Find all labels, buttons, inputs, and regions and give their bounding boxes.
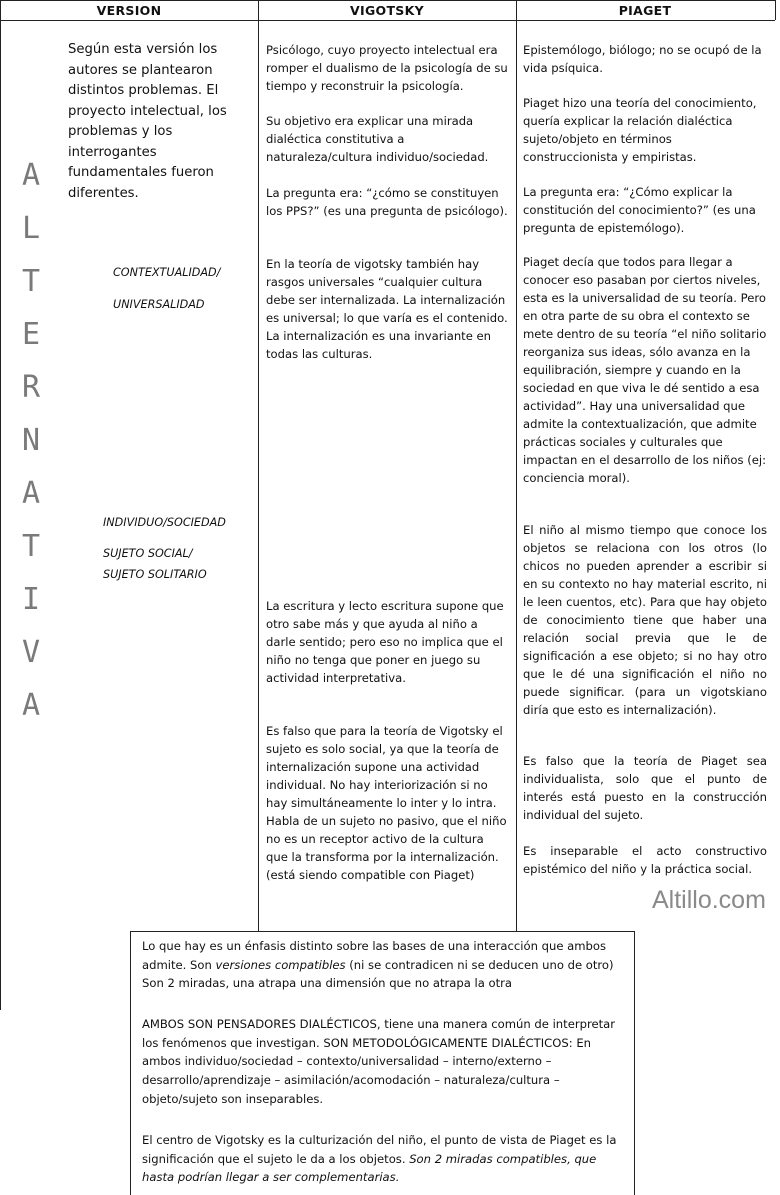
piaget-paragraph: Es falso que la teoría de Piaget sea individualista, solo que el punto de interés está puesto en la construcción individual del sujeto. (523, 754, 767, 822)
label-contextualidad: CONTEXTUALIDAD/ (113, 266, 221, 279)
vertical-letter: R (22, 370, 41, 405)
table-right-border (775, 0, 776, 20)
summary-paragraph-3 (142, 1131, 630, 1187)
label-individuo-sociedad: INDIVIDUO/SOCIEDAD (103, 516, 226, 529)
table-left-border (0, 0, 1, 1010)
summary-paragraph-2: AMBOS SON PENSADORES DIALÉCTICOS, tiene una manera común de interpretar los fenómenos que investigan. SON METODOLÓGICAMENTE DIALÉCTICOS: En ambos individuo/sociedad – contexto/universalidad – interno/externo – desarrollo/aprendizaje – asimilación/acomodación – naturaleza/cultura – objeto/sujeto son inseparables. (142, 1017, 616, 1106)
version-intro: Según esta versión los autores se plantearon distintos problemas. El proyecto intelectual, los problemas y los interrogantes fundamentales fueron diferentes. (68, 42, 227, 201)
vigotsky-paragraph: Es falso que para la teoría de Vigotsky el sujeto es solo social, ya que la teoría de internalización supone una actividad individual. No hay interiorización si no hay simultáneamente lo inter y lo intra. Habla de un sujeto no pasivo, que el niño no es un receptor activo de la cultura que la transforma por la internalización. (está siendo compatible con Piaget) (266, 724, 507, 882)
vertical-letter: A (22, 158, 41, 193)
piaget-paragraph: Epistemólogo, biólogo; no se ocupó de la vida psíquica. (523, 43, 762, 75)
vigotsky-paragraph: La escritura y lecto escritura supone que otro sabe más y que ayuda al niño a darle sentido; pero eso no implica que el niño no tenga que poner en juego su actividad interpretativa. (266, 599, 504, 685)
piaget-paragraph: Es inseparable el acto constructivo epistémico del niño y la práctica social. (523, 844, 767, 876)
header-vigotsky: VIGOTSKY (350, 3, 424, 18)
summary-text: (ni se contradicen ni se deducen uno de otro) Son 2 miradas, una atrapa una dimensión que no atrapa la otra (142, 957, 614, 991)
vertical-letter: A (22, 688, 41, 723)
vertical-letter: T (22, 264, 41, 299)
header-version: VERSION (96, 3, 162, 18)
piaget-paragraph: El niño al mismo tiempo que conoce los objetos se relaciona con los otros (lo chicos no pueden aprender a escribir si en su contexto no hay material escrito, ni le leen cuentos, etc). Para que hay objeto de conocimiento tiene que haber una relación social previa que le de significación a ese objeto; si no hay otro que le dé una significación el niño no puede significar. (para un vigotskiano diría que esto es internalización). (523, 523, 767, 717)
vertical-letter: A (22, 476, 41, 511)
piaget-paragraph: Piaget decía que todos para llegar a conocer eso pasaban por ciertos niveles, esta es la universalidad de su teoría. Pero en otra parte de su obra el contexto se mete dentro de su teoría “el niño solitario reorganiza sus ideas, sólo avanza en la equilibración, siempre y cuando en la sociedad en que viva le dé sentido a esa actividad”. Hay una universalidad que admite la contextualización, que admite prácticas sociales y culturales que impactan en el desarrollo de los niños (ej: conciencia moral). (523, 255, 767, 485)
header-piaget: PIAGET (618, 3, 672, 18)
summary-text: Lo que hay es un énfasis distinto sobre las bases de una interacción que ambos admite. Son (142, 939, 607, 972)
header-top-border (0, 0, 775, 1)
column-divider-1 (258, 0, 259, 931)
summary-paragraph-1 (142, 937, 630, 993)
vertical-letter: L (22, 211, 41, 246)
piaget-paragraph: La pregunta era: “¿Cómo explicar la constitución del conocimiento?” (es una pregunta de epistemólogo). (523, 185, 756, 235)
summary-emphasis: Son 2 miradas compatibles, que hasta podrían llegar a ser complementarias. (142, 1151, 597, 1185)
vigotsky-paragraph: La pregunta era: “¿cómo se constituyen los PPS?” (es una pregunta de psicólogo). (266, 186, 508, 218)
vigotsky-paragraph: Psicólogo, cuyo proyecto intelectual era romper el dualismo de la psicología de su tiempo y reconstruir la psicología. (266, 43, 508, 93)
vertical-letter: T (22, 529, 41, 564)
vertical-letter: V (22, 635, 41, 670)
summary-emphasis: versiones compatibles (215, 957, 346, 972)
vigotsky-paragraph: Su objetivo era explicar una mirada dialéctica constitutiva a naturaleza/cultura individuo/sociedad. (266, 114, 489, 164)
header-bottom-border (0, 20, 775, 21)
label-universalidad: UNIVERSALIDAD (113, 298, 205, 311)
label-sujeto-solitario: SUJETO SOLITARIO (103, 568, 207, 581)
vertical-letter: N (22, 423, 41, 458)
vigotsky-paragraph: En la teoría de vigotsky también hay rasgos universales “cualquier cultura debe ser internalizada. La internalización es universal; lo que varía es el contenido. La internalización es una invariante en todas las culturas. (266, 257, 508, 361)
vertical-letter: E (22, 317, 41, 352)
summary-box (130, 931, 635, 1195)
vertical-letter: I (22, 582, 41, 617)
column-divider-2 (516, 0, 517, 931)
summary-text: El centro de Vigotsky es la culturización del niño, el punto de vista de Piaget es la significación que el sujeto le da a los objetos. (142, 1133, 617, 1166)
piaget-paragraph: Piaget hizo una teoría del conocimiento, quería explicar la relación dialéctica sujeto/objeto en términos construccionista y empiristas. (523, 96, 757, 164)
label-sujeto-social: SUJETO SOCIAL/ (103, 547, 193, 560)
watermark-altillo: Altillo.com (652, 886, 766, 914)
